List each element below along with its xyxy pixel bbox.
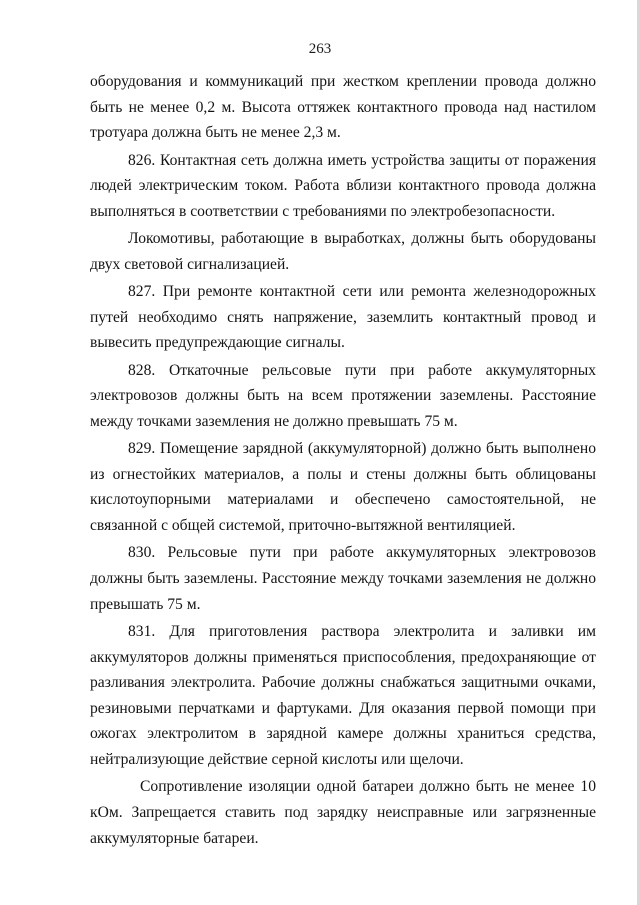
paragraph-829: 829. Помещение зарядной (аккумуляторной) должно быть выполнено из огнестойких материалов, а полы и стены должны быть облицованы кислотоупорными материалами и обеспечено самостоятельной, не связанной с общей системой, приточно-вытяжной вентиляцией. xyxy=(90,440,596,535)
paragraph-continuation: оборудования и коммуникаций при жестком креплении провода должно быть не менее 0,2 м. Высота оттяжек контактного провода над настилом тротуара должна быть не менее 2,3 м. xyxy=(90,73,596,142)
paragraph-locomotives: Локомотивы, работающие в выработках, должны быть оборудованы двух световой сигнализацией. xyxy=(90,230,596,273)
paragraph-insulation: Сопротивление изоляции одной батареи должно быть не менее 10 кОм. Запрещается ставить под зарядку неисправные или загрязненные аккумуляторные батареи. xyxy=(90,778,596,847)
paragraph-831: 831. Для приготовления раствора электролита и заливки им аккумуляторов должны применяться приспособления, предохраняющие от разливания электролита. Рабочие должны снабжаться защитными очками, резиновыми перчатками и фартуками. Для оказания первой помощи при ожогах электролитом в зарядной камере должны храниться средства, нейтрализующие действие серной кислоты или щелочи. xyxy=(90,623,596,769)
paragraph-828: 828. Откаточные рельсовые пути при работе аккумуляторных электровозов должны быть на всем протяжении заземлены. Расстояние между точками заземления не должно превышать 75 м. xyxy=(90,361,596,430)
paragraph-826: 826. Контактная сеть должна иметь устройства защиты от поражения людей электрическим током. Работа вблизи контактного провода должна выполняться в соответствии с требованиями по электробезопасности. xyxy=(90,151,596,220)
page-number: 263 xyxy=(308,41,332,57)
paragraph-830: 830. Рельсовые пути при работе аккумуляторных электровозов должны быть заземлены. Расстояние между точками заземления не должно превышать 75 м. xyxy=(90,544,596,613)
paragraph-827: 827. При ремонте контактной сети или ремонта железнодорожных путей необходимо снять напряжение, заземлить контактный провод и вывесить предупреждающие сигналы. xyxy=(90,283,596,352)
document-body xyxy=(90,69,596,853)
